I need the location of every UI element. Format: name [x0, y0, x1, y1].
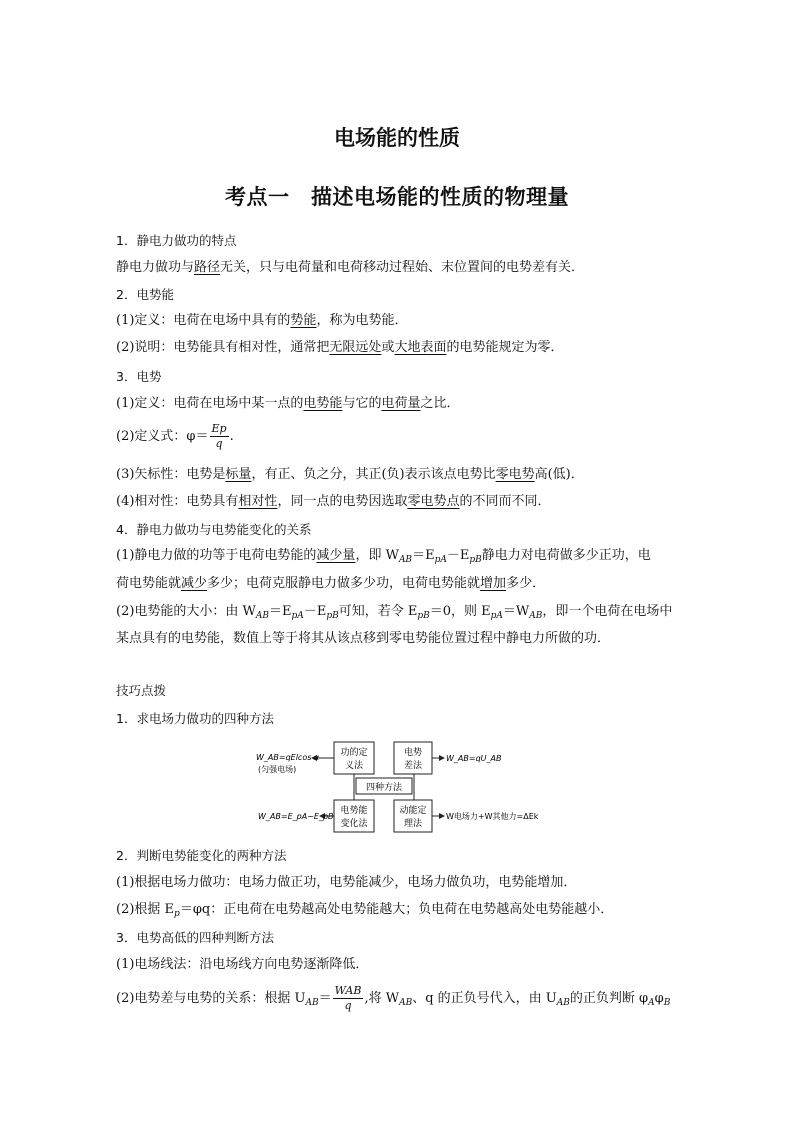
paragraph-4-4: 某点具有的电势能，数值上等于将其从该点移到零电势能位置过程中静电力所做的功． [116, 631, 611, 646]
formula-right-top: W_AB=qU_AB [446, 754, 502, 763]
text: (2)根据 E [116, 902, 175, 917]
text: . [229, 429, 234, 444]
page-title: 电场能的性质 [334, 126, 460, 150]
subscript: AB [399, 998, 413, 1008]
underlined-term: 路径 [194, 260, 221, 275]
subscript: AB [255, 611, 270, 621]
paragraph-5-1: (1)根据电场力做功：电场力做正功，电势能减少，电场力做负功，电势能增加． [116, 875, 577, 890]
text: ，有正、负之分，其正(负)表示该点电势比 [251, 467, 496, 482]
section-title: 考点一 描述电场能的性质的物理量 [225, 185, 569, 209]
subscript: A [648, 998, 655, 1008]
underlined-term: 零电势 [495, 467, 535, 482]
text: 的正负判断 φ [569, 991, 649, 1006]
skills-heading: 技巧点拨 [116, 683, 167, 698]
text: 无关，只与电荷量和电荷移动过程始、末位置间的电势差有关． [220, 260, 585, 275]
underlined-term: 电势能 [303, 396, 343, 411]
underlined-term: 减少量 [316, 548, 356, 563]
subscript: pB [326, 611, 339, 621]
underlined-term: 电荷量 [381, 396, 421, 411]
paragraph-3-3 [116, 464, 584, 486]
diagram-svg [250, 738, 550, 838]
formula-right-bottom: W电场力+W其他力=ΔEk [446, 812, 539, 821]
text: －E [303, 604, 327, 619]
box4-line1: 动能定 [399, 806, 427, 816]
text: ＝E [269, 604, 292, 619]
fraction-denominator: q [344, 999, 352, 1012]
text: (1)静电力做的功等于电荷电势能的 [116, 548, 317, 563]
heading-1: 1．静电力做功的特点 [116, 233, 237, 248]
subscript: B [663, 998, 671, 1008]
box4-line2: 理法 [403, 819, 423, 829]
underlined-term: 无限远处 [329, 340, 382, 355]
paragraph-4-2 [116, 573, 545, 595]
subscript: AB [529, 611, 543, 621]
center-label: 四种方法 [365, 783, 403, 793]
underlined-term: 增加 [480, 576, 507, 591]
text: (1)定义：电荷在电场中某一点的 [116, 396, 304, 411]
text: ，即一个电荷在电场中 [542, 604, 673, 619]
subscript: pB [417, 611, 430, 621]
text: (3)矢标性：电势是 [116, 467, 226, 482]
text: 、q 的正负号代入，由 U [412, 991, 557, 1006]
text: ，同一点的电势因选取 [277, 494, 408, 509]
paragraph-6-2 [116, 983, 670, 1019]
text: ＝φq：正电荷在电势越高处电势能越大；负电荷在电势越高处电势能越小． [179, 902, 614, 917]
box1-line2: 义法 [344, 761, 364, 771]
text: 多少． [506, 576, 546, 591]
fraction-denominator: q [215, 437, 223, 450]
underlined-term: 相对性 [238, 494, 278, 509]
text: 与它的 [342, 396, 382, 411]
text: ,将 W [364, 991, 400, 1006]
box2-line1: 电势 [403, 748, 423, 758]
subscript: pA [490, 611, 503, 621]
heading-4: 4．静电力做功与电势能变化的关系 [116, 522, 312, 537]
text: 可知，若令 E [338, 604, 418, 619]
formula-left-top: W_AB=qElcos α [256, 753, 320, 762]
fraction-numerator: Ep [211, 422, 227, 435]
text: －E [446, 548, 470, 563]
underlined-term: 大地表面 [394, 340, 447, 355]
box1-line1: 功的定 [340, 748, 368, 758]
underlined-term: 零电势点 [407, 494, 460, 509]
four-methods-diagram [250, 738, 550, 838]
text: 静电力做功与 [116, 260, 195, 275]
text: ，称为电势能． [316, 313, 408, 328]
subscript: AB [398, 555, 413, 565]
text: 的电势能规定为零． [446, 340, 564, 355]
underlined-term: 势能 [290, 313, 317, 328]
fraction-numerator: WAB [334, 984, 362, 997]
box3-line1: 电势能 [340, 806, 368, 816]
subscript: AB [305, 998, 319, 1008]
paragraph-5-2 [116, 899, 613, 925]
paragraph-1 [116, 257, 584, 279]
underlined-term: 减少 [181, 576, 208, 591]
text: 静电力对电荷做多少正功，电 [481, 548, 651, 563]
text: ＝0，则 E [429, 604, 491, 619]
text: ＝E [412, 548, 435, 563]
text: (1)定义：电荷在电场中具有的 [116, 313, 291, 328]
subscript: pA [291, 611, 304, 621]
formula-left-bottom: W_AB=E_pA−E_pB [258, 812, 334, 821]
paragraph-3-2 [116, 422, 234, 452]
skills-item-1: 1．求电场力做功的四种方法 [116, 711, 274, 726]
text: ，即 W [355, 548, 399, 563]
text: 荷电势能就 [116, 576, 182, 591]
text: (2)电势能的大小：由 W [116, 604, 256, 619]
subscript: AB [556, 998, 570, 1008]
text: 高(低)． [534, 467, 584, 482]
paragraph-6-1: (1)电场线法：沿电场线方向电势逐渐降低． [116, 957, 369, 972]
subscript: p [174, 909, 180, 919]
fraction [210, 422, 229, 451]
note-uniform-field: (匀强电场) [258, 765, 297, 774]
text: ＝W [502, 604, 530, 619]
paragraph-2-1 [116, 310, 407, 332]
subscript: pB [469, 555, 482, 565]
paragraph-2-2 [116, 337, 563, 359]
heading-3: 3．电势 [116, 369, 162, 384]
text: 的不同而不同． [459, 494, 551, 509]
heading-2: 2．电势能 [116, 287, 174, 302]
skills-item-2: 2．判断电势能变化的两种方法 [116, 848, 287, 863]
paragraph-3-1 [116, 393, 459, 415]
subscript: pA [434, 555, 447, 565]
text: 多少；电荷克服静电力做多少功，电荷电势能就 [207, 576, 481, 591]
fraction [333, 984, 364, 1013]
text: 之比． [420, 396, 460, 411]
text: (2)说明：电势能具有相对性，通常把 [116, 340, 330, 355]
box2-line2: 差法 [403, 761, 423, 771]
paragraph-4-3 [116, 601, 672, 627]
text: 或 [381, 340, 395, 355]
underlined-term: 标量 [225, 467, 252, 482]
box3-line2: 变化法 [340, 819, 368, 829]
paragraph-4-1 [116, 545, 651, 571]
paragraph-3-4 [116, 491, 550, 513]
text: (2)电势差与电势的关系：根据 U [116, 991, 306, 1006]
text: (2)定义式：φ＝ [116, 429, 209, 444]
text: ＝ [318, 991, 332, 1006]
text: φ [654, 991, 664, 1006]
skills-item-3: 3．电势高低的四种判断方法 [116, 930, 274, 945]
text: (4)相对性：电势具有 [116, 494, 239, 509]
